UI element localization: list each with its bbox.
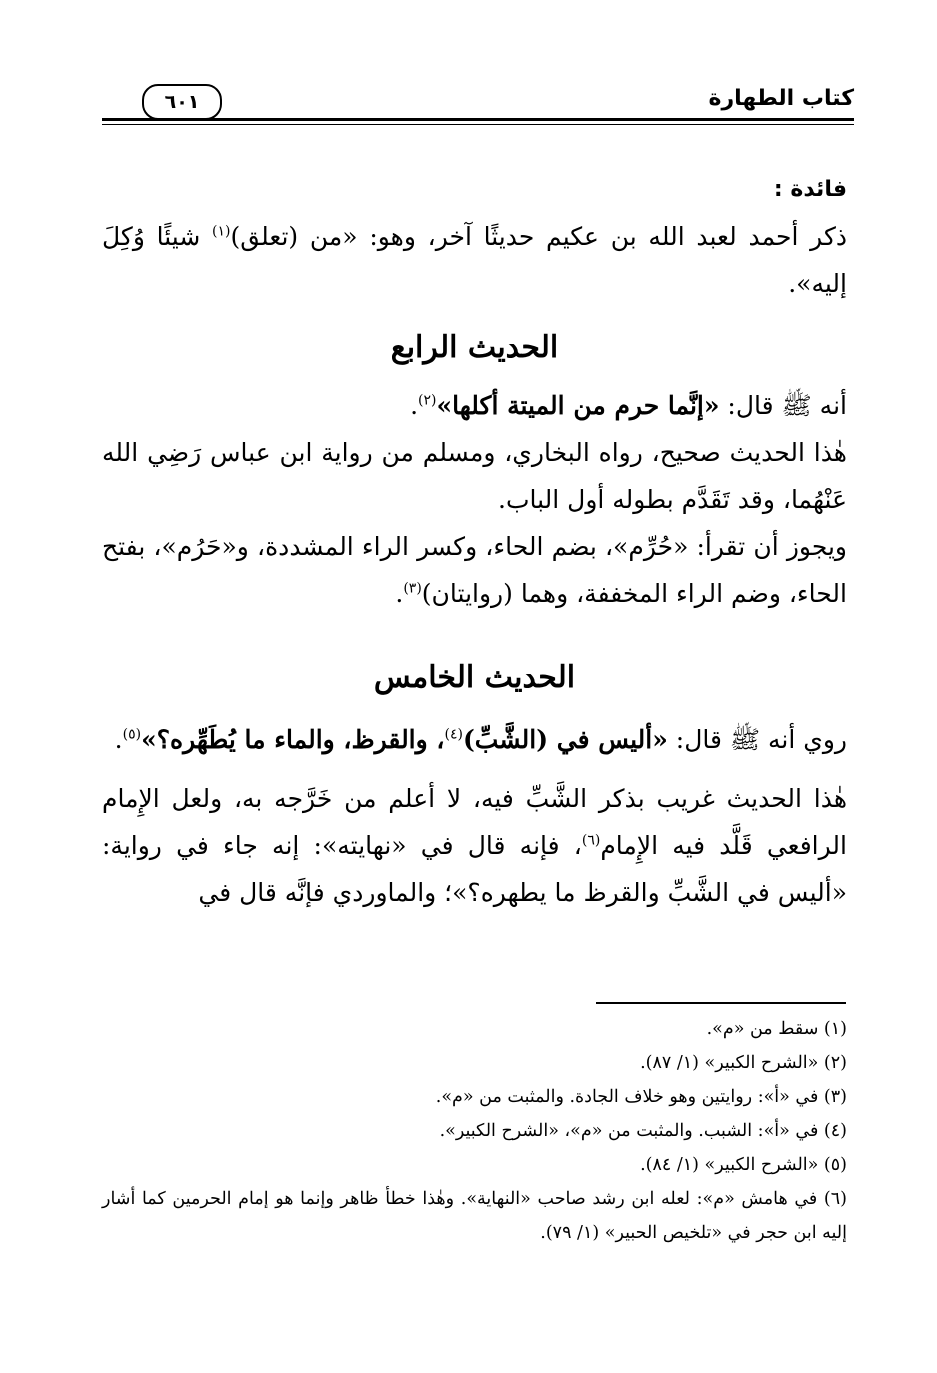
heading-hadith-5: الحديث الخامس bbox=[373, 660, 576, 695]
hadith-4-body bbox=[102, 382, 847, 617]
hadith-4-text bbox=[102, 382, 847, 429]
footnote-ref-1: (١) bbox=[212, 223, 231, 240]
faida-section bbox=[102, 166, 847, 307]
running-title: كتاب الطهارة bbox=[708, 86, 854, 111]
footnote-5: (٥) «الشرح الكبير» (١/ ٨٤). bbox=[640, 1155, 847, 1175]
hadith-4-quote: «إنَّما حرم من الميتة أكلها» bbox=[436, 391, 720, 420]
page-number: ٦٠١ bbox=[142, 84, 222, 120]
faida-text-b: شيئًا وُكِلَ إليه». bbox=[102, 222, 847, 298]
footnote-2: (٢) «الشرح الكبير» (١/ ٨٧). bbox=[640, 1053, 847, 1073]
footnote-ref-5: (٥) bbox=[122, 726, 142, 743]
header-rule-thin bbox=[102, 124, 854, 125]
hadith-5-text bbox=[102, 716, 847, 763]
footnote-4: (٤) في «أ»: الشبب. والمثبت من «م»، «الشرح الكبير». bbox=[439, 1121, 847, 1141]
footnote-6: (٦) في هامش «م»: لعله ابن رشد صاحب «النهاية». وهٰذا خطأ ظاهر وإنما هو إمام الحرمين كما أشار إليه ابن حجر في «تلخيص الحبير» (١/ ٧٩). bbox=[102, 1189, 847, 1243]
footnote-ref-2: (٢) bbox=[418, 392, 437, 409]
footnote-1: (١) سقط من «م». bbox=[706, 1019, 847, 1039]
hadith-4-intro: أنه ﷺ قال: bbox=[719, 391, 847, 420]
hadith-5-body bbox=[102, 716, 847, 916]
reading-note-text: ويجوز أن تقرأ: «حُرِّم»، بضم الحاء، وكسر الراء المشددة، و«حَرُم»، بفتح الحاء، وضم الراء المخففة، وهما (روايتان) bbox=[102, 532, 847, 608]
heading-hadith-4: الحديث الرابع bbox=[390, 330, 559, 365]
faida-text-a: ذكر أحمد لعبد الله بن عكيم حديثًا آخر، وهو: «من (تعلق) bbox=[230, 222, 847, 251]
commentary-text-b: ، فإنه قال في «نهايته»: إنه جاء في رواية: «أليس في الشَّبِّ والقرظ ما يطهره؟»؛ والماوردي فإنَّه قال في bbox=[102, 831, 847, 907]
hadith-4-end: . bbox=[410, 391, 419, 420]
page-header bbox=[102, 82, 854, 132]
hadith-5-commentary bbox=[102, 775, 847, 916]
hadith-5-quote-b: ، والقرظ، والماء ما يُطَهِّره؟» bbox=[141, 725, 445, 754]
header-rule-thick bbox=[102, 118, 854, 121]
hadith-5-quote-a: «أليس في (الشَّبِّ) bbox=[462, 725, 668, 754]
hadith-5-intro: روي أنه ﷺ قال: bbox=[667, 725, 847, 754]
reading-note-end: . bbox=[395, 579, 404, 608]
hadith-4-reading-note bbox=[102, 523, 847, 617]
faida-paragraph bbox=[102, 213, 847, 307]
footnote-separator bbox=[596, 1002, 846, 1004]
footnote-ref-4: (٤) bbox=[444, 726, 463, 743]
hadith-4-commentary: هٰذا الحديث صحيح، رواه البخاري، ومسلم من رواية ابن عباس رَضِي الله عَنْهُما، وقد تَقَدَّم بطوله أول الباب. bbox=[102, 438, 847, 514]
faida-label: فائدة : bbox=[773, 177, 847, 202]
footnote-ref-6: (٦) bbox=[581, 832, 601, 849]
hadith-5-end: . bbox=[114, 725, 123, 754]
commentary-text-a: هٰذا الحديث غريب بذكر الشَّبِّ فيه، لا أعلم من خَرَّجه به، ولعل الإِمام الرافعي قَلَّد فيه الإِمام bbox=[102, 784, 847, 860]
footnotes bbox=[102, 1012, 847, 1250]
footnote-3: (٣) في «أ»: روايتين وهو خلاف الجادة. والمثبت من «م». bbox=[435, 1087, 847, 1107]
footnote-ref-3: (٣) bbox=[403, 580, 422, 597]
